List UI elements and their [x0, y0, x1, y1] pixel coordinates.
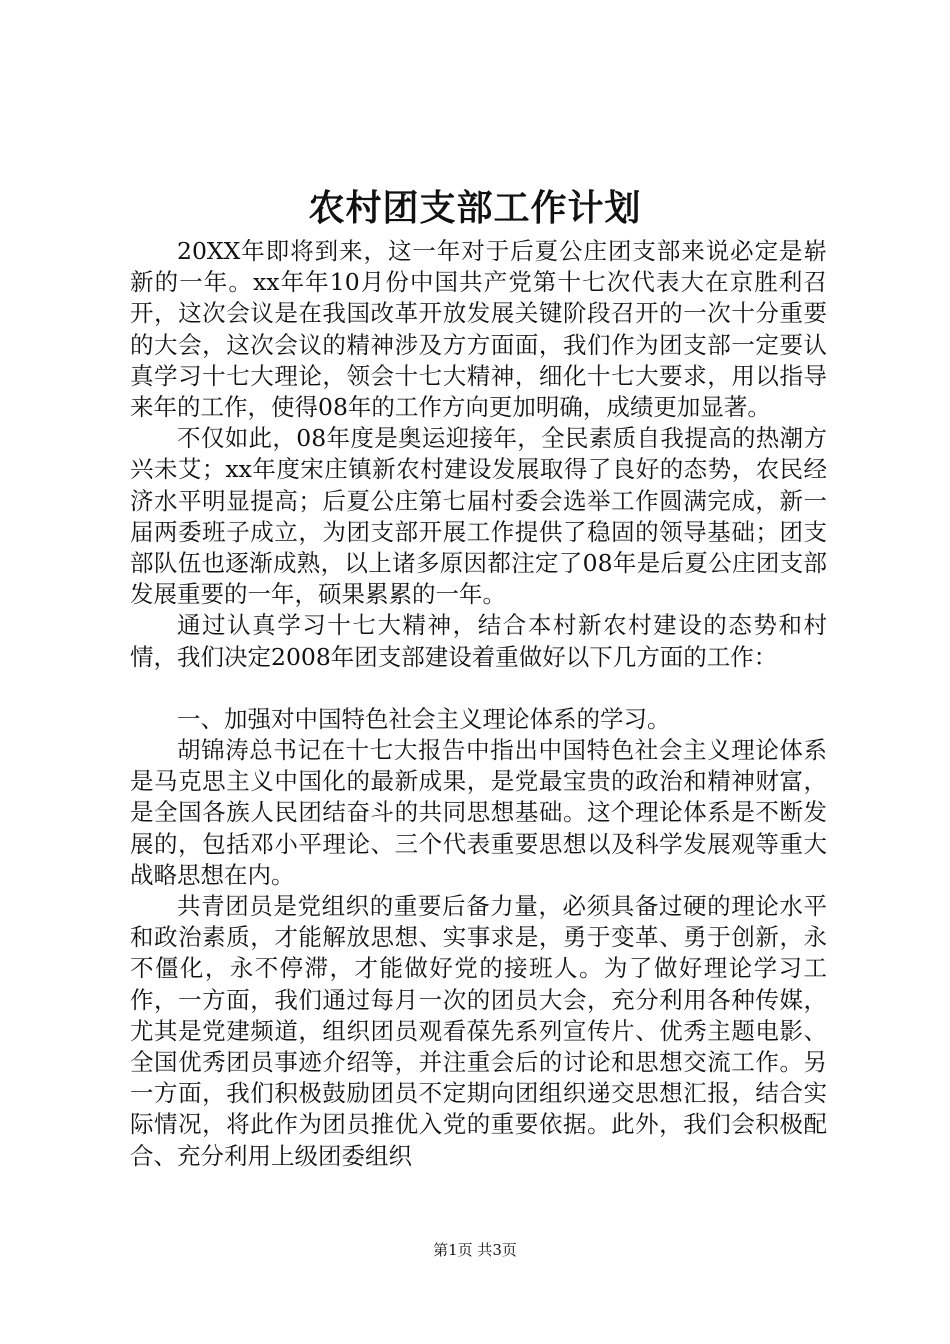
page-footer: 第1页 共3页 [433, 1241, 517, 1259]
paragraph-intro: 20XX年即将到来，这一年对于后夏公庄团支部来说必定是崭新的一年。xx年年10月份中国共产党第十七次代表大在京胜利召开，这次会议是在我国改革开放发展关键阶段召开的一次十分重要的大会，这次会议的精神涉及方方面面，我们作为团支部一定要认真学习十七大理论，领会十七大精神，细化十七大要求，用以指导来年的工作，使得08年的工作方向更加明确，成绩更加显著。 [130, 237, 827, 422]
paragraph-theory: 胡锦涛总书记在十七大报告中指出中国特色社会主义理论体系是马克思主义中国化的最新成果，是党最宝贵的政治和精神财富，是全国各族人民团结奋斗的共同思想基础。这个理论体系是不断发展的，包括邓小平理论、三个代表重要思想以及科学发展观等重大战略思想在内。 [130, 736, 827, 889]
section-heading-1: 一、加强对中国特色社会主义理论体系的学习。 [177, 704, 671, 733]
document-body [130, 236, 827, 1172]
document-title: 农村团支部工作计划 [308, 187, 642, 229]
paragraph-members: 共青团员是党组织的重要后备力量，必须具备过硬的理论水平和政治素质，才能解放思想、实事求是，勇于变革、勇于创新，永不僵化，永不停滞，才能做好党的接班人。为了做好理论学习工作，一方面，我们通过每月一次的团员大会，充分利用各种传媒，尤其是党建频道，组织团员观看葆先系列宣传片、优秀主题电影、全国优秀团员事迹介绍等，并注重会后的讨论和思想交流工作。另一方面，我们积极鼓励团员不定期向团组织递交思想汇报，结合实际情况，将此作为团员推优入党的重要依据。此外，我们会积极配合、充分利用上级团委组织 [130, 892, 827, 1170]
paragraph-background: 不仅如此，08年度是奥运迎接年，全民素质自我提高的热潮方兴未艾；xx年度宋庄镇新农村建设发展取得了良好的态势，农民经济水平明显提高；后夏公庄第七届村委会选举工作圆满完成，新一届两委班子成立，为团支部开展工作提供了稳固的领导基础；团支部队伍也逐渐成熟，以上诸多原因都注定了08年是后夏公庄团支部发展重要的一年，硕果累累的一年。 [130, 424, 827, 609]
paragraph-plan-lead: 通过认真学习十七大精神，结合本村新农村建设的态势和村情，我们决定2008年团支部建设着重做好以下几方面的工作： [130, 611, 827, 671]
